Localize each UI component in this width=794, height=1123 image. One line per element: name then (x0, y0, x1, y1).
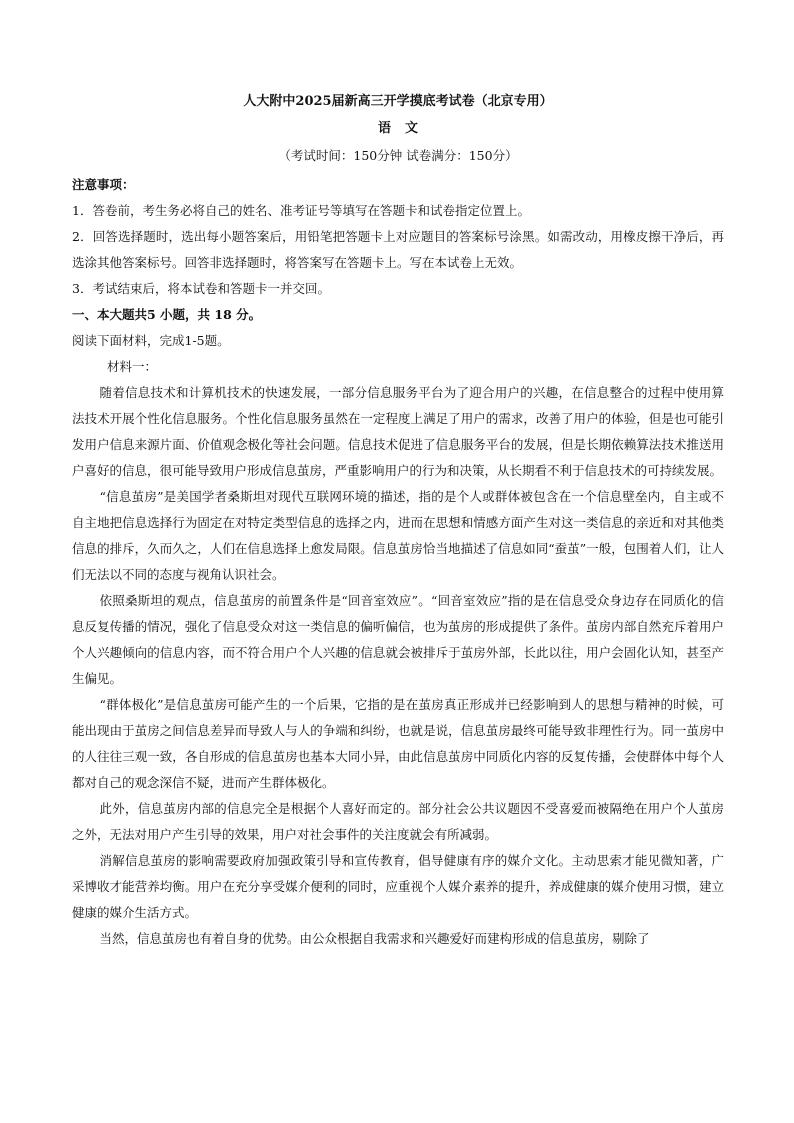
material-paragraph-5: 此外，信息茧房内部的信息完全是根据个人喜好而定的。部分社会公共议题因不受喜爱而被隔绝在用户个人茧房之外，无法对用户产生引导的效果，用户对社会事件的关注度就会有所减弱。 (72, 801, 724, 842)
material-label: 材料一： (107, 359, 158, 374)
section-instruction: 阅读下面材料，完成1-5题。 (72, 333, 230, 348)
material-paragraph-6: 消解信息茧房的影响需要政府加强政策引导和宣传教育，倡导健康有序的媒介文化。主动思索才能见微知著，广采博收才能营养均衡。用户在充分享受媒介便利的同时，应重视个人媒介素养的提升，养成健康的媒介使用习惯，建立健康的媒介生活方式。 (72, 853, 724, 920)
material-paragraph-2: “信息茧房”是美国学者桑斯坦对现代互联网环境的描述，指的是个人或群体被包含在一个信息壁垒内，自主或不自主地把信息选择行为固定在对特定类型信息的选择之内，进而在思想和情感方面产生对这一类信息的亲近和对其他类信息的排斥，久而久之，人们在信息选择上愈发局限。信息茧房恰当地描述了信息如同“蚕茧”一般，包围着人们，让人们无法以不同的态度与视角认识社会。 (72, 489, 724, 582)
exam-meta: （考试时间：150分钟 试卷满分：150分） (278, 148, 518, 163)
material-paragraph-3: 依照桑斯坦的观点，信息茧房的前置条件是“回音室效应”。“回音室效应”指的是在信息受众身边存在同质化的信息反复传播的情况，强化了信息受众对这一类信息的偏听偏信，也为茧房的形成提供了条件。茧房内部自然充斥着用户个人兴趣倾向的信息内容，而不符合用户个人兴趣的信息就会被排斥于茧房外部，长此以往，用户会固化认知，甚至产生偏见。 (72, 593, 724, 686)
notice-heading: 注意事项： (72, 177, 135, 192)
exam-page (72, 92, 724, 952)
notice-item-2: 2．回答选择题时，选出每小题答案后，用铅笔把答题卡上对应题目的答案标号涂黑。如需改动，用橡皮擦干净后，再选涂其他答案标号。回答非选择题时，将答案写在答题卡上。写在本试卷上无效。 (72, 229, 724, 270)
exam-title: 人大附中2025届新高三开学摸底考试卷（北京专用） (243, 94, 553, 109)
section-heading: 一、本大题共5 小题，共 18 分。 (72, 307, 262, 322)
exam-subject: 语文 (377, 121, 432, 136)
notice-item-3: 3．考试结束后，将本试卷和答题卡一并交回。 (72, 281, 330, 296)
material-paragraph-1: 随着信息技术和计算机技术的快速发展，一部分信息服务平台为了迎合用户的兴趣，在信息整合的过程中使用算法技术开展个性化信息服务。个性化信息服务虽然在一定程度上满足了用户的需求，改善了用户的体验，但是也可能引发用户信息来源片面、价值观念极化等社会问题。信息技术促进了信息服务平台的发展，但是长期依赖算法技术推送用户喜好的信息，很可能导致用户形成信息茧房，严重影响用户的行为和决策，从长期看不利于信息技术的可持续发展。 (72, 385, 724, 478)
material-paragraph-4: “群体极化”是信息茧房可能产生的一个后果，它指的是在茧房真正形成并已经影响到人的思想与精神的时候，可能出现由于茧房之间信息差异而导致人与人的争端和纠纷，也就是说，信息茧房最终可能导致非理性行为。同一茧房中的人往往三观一致，各自形成的信息茧房也基本大同小异，由此信息茧房中同质化内容的反复传播，会使群体中每个人都对自己的观念深信不疑，进而产生群体极化。 (72, 697, 724, 790)
material-paragraph-7: 当然，信息茧房也有着自身的优势。由公众根据自我需求和兴趣爱好而建构形成的信息茧房，剔除了 (99, 931, 650, 946)
notice-item-1: 1．答卷前，考生务必将自己的姓名、准考证号等填写在答题卡和试卷指定位置上。 (72, 203, 530, 218)
